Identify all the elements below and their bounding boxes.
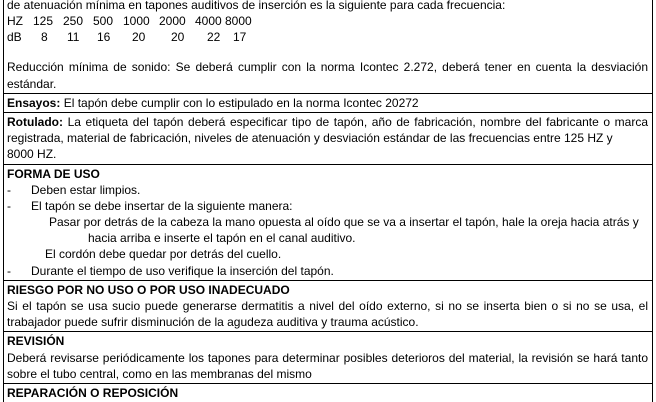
- riesgo-title: RIESGO POR NO USO O POR USO INADECUADO: [7, 282, 290, 297]
- db-value: 20: [171, 30, 185, 45]
- db-value: 11: [67, 30, 80, 45]
- forma-de-uso-section: [4, 165, 652, 281]
- hz-value: 8000: [225, 14, 252, 28]
- bullet-text: Durante el tiempo de uso verifique la inserción del tapón.: [31, 263, 334, 278]
- sub-instruction-line-1: Pasar por detrás de la cabeza la mano opuesta al oído que se va a insertar el tapón, hale la oreja hacia atrás y: [49, 215, 639, 230]
- forma-de-uso-title: FORMA DE USO: [7, 166, 100, 181]
- rotulado-label: Rotulado:: [7, 114, 63, 129]
- db-value: 8: [41, 30, 48, 45]
- frequency-section: [4, 0, 652, 93]
- reparacion-title: REPARACIÓN O REPOSICIÓN: [7, 385, 179, 400]
- db-value: 22: [207, 30, 221, 45]
- ensayos-text: El tapón debe cumplir con lo estipulado en la norma Icontec 20272: [60, 95, 419, 110]
- ensayos-section: [4, 94, 652, 113]
- riesgo-section: [4, 281, 652, 333]
- hz-value: 125: [33, 14, 54, 28]
- db-label: dB: [7, 30, 22, 45]
- hz-value: 4000: [195, 14, 222, 28]
- document-frame: [3, 0, 653, 402]
- db-value: 20: [132, 30, 146, 45]
- riesgo-text: Si el tapón se usa sucio puede generarse dermatitis a nivel del oído externo, si no se inserta bien o si no se usa, el trabajador puede sufrir disminución de la agudeza auditiva y trauma acústico.: [7, 299, 648, 330]
- rotulado-section: [4, 113, 652, 165]
- list-item: [7, 263, 648, 279]
- hz-value: 1000: [123, 14, 150, 28]
- reduccion-text: Reducción mínima de sonido: Se deberá cumplir con la norma Icontec 2.272, deberá tener en cuenta la desviación estándar.: [7, 60, 648, 91]
- hz-value: 250: [63, 14, 84, 28]
- db-value: 16: [97, 30, 111, 45]
- list-item: [7, 198, 648, 214]
- hz-row: [7, 13, 648, 29]
- list-item: [7, 182, 648, 198]
- bullet-dash: -: [7, 182, 11, 197]
- hz-value: 500: [93, 14, 114, 28]
- ensayos-label: Ensayos:: [7, 95, 61, 110]
- revision-title: REVISIÓN: [7, 334, 65, 349]
- cordon-text: El cordón debe quedar por detrás del cuello.: [45, 247, 282, 262]
- reparacion-section: [4, 384, 652, 402]
- revision-text: Deberá revisarse periódicamente los tapones para determinar posibles deterioros del material, la revisión se hará tanto sobre el tubo central, como en las membranas del mismo: [7, 350, 648, 381]
- hz-value: 2000: [159, 14, 186, 28]
- revision-section: [4, 332, 652, 384]
- rotulado-paragraph: [7, 114, 648, 146]
- bullet-text: Deben estar limpios.: [31, 182, 141, 197]
- sub-instruction-line-2: hacia arriba e inserte el tapón en el canal auditivo.: [88, 231, 356, 246]
- rotulado-last-line: 8000 HZ.: [7, 147, 57, 162]
- bullet-dash: -: [7, 263, 11, 278]
- bullet-text: El tapón se debe insertar de la siguiente manera:: [31, 198, 293, 213]
- db-value: 17: [233, 30, 247, 45]
- db-row: [7, 29, 648, 45]
- rotulado-text: La etiqueta del tapón deberá especificar tipo de tapón, año de fabricación, nombre del fabricante o marca registrada, material de fabricación, niveles de atenuación y desviación estándar de las frecuencias entre 125 HZ y: [7, 114, 648, 146]
- hz-label: HZ: [7, 14, 23, 28]
- top-fragment-text: de atenuación mínima en tapones auditivos de inserción es la siguiente para cada frecuencia:: [7, 0, 506, 12]
- bullet-dash: -: [7, 198, 11, 213]
